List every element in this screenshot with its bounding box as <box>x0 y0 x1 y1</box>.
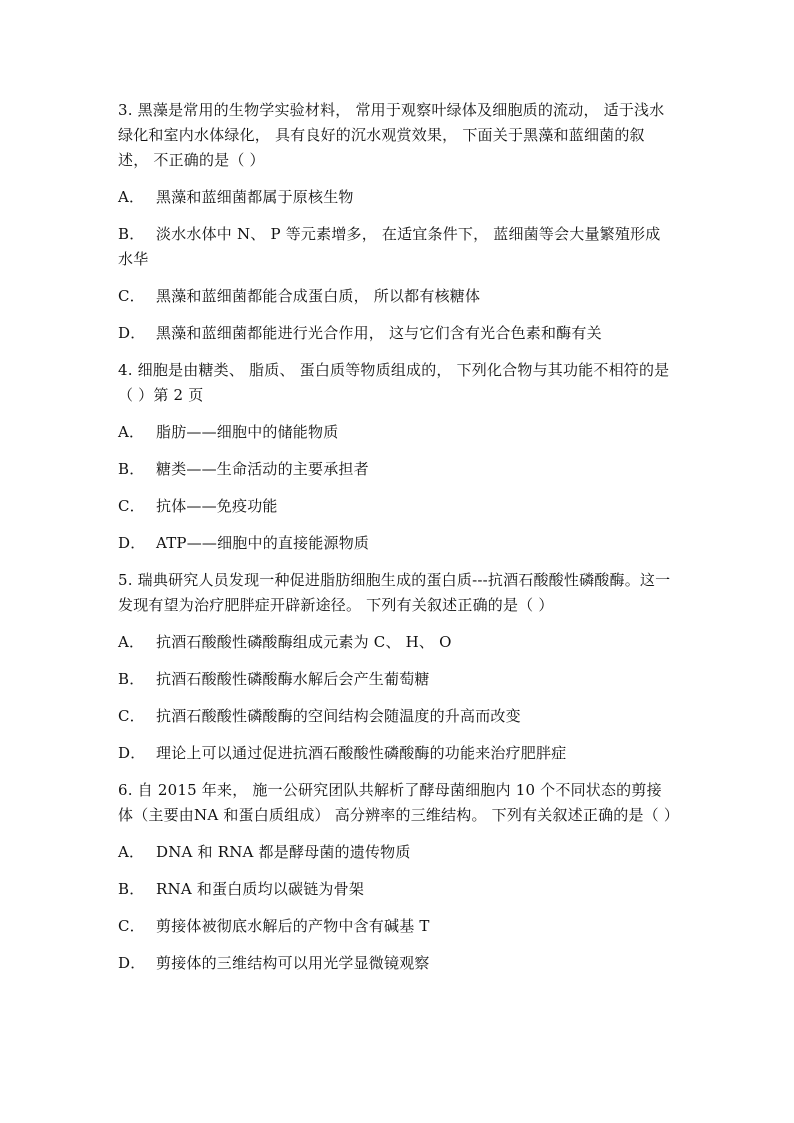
option-text: 抗酒石酸酸性磷酸酶组成元素为 C、 H、 O <box>156 633 452 651</box>
option-c <box>118 494 674 519</box>
option-letter: B． <box>118 225 145 243</box>
question-3 <box>118 98 674 346</box>
option-b <box>118 667 674 692</box>
option-text: RNA 和蛋白质均以碳链为骨架 <box>156 880 365 898</box>
option-text: ATP——细胞中的直接能源物质 <box>156 534 370 552</box>
option-text: 淡水水体中 N、 P 等元素增多， 在适宜条件下， 蓝细菌等会大量繁殖形成水华 <box>118 225 661 268</box>
question-stem: 5. 瑞典研究人员发现一种促进脂肪细胞生成的蛋白质---抗酒石酸酸性磷酸酶。这一发现有望为治疗肥胖症开辟新途径。 下列有关叙述正确的是（ ） <box>118 571 671 614</box>
option-text: 剪接体被彻底水解后的产物中含有碱基 T <box>156 917 430 935</box>
option-letter: C． <box>118 287 145 305</box>
question-5 <box>118 568 674 766</box>
option-letter: D． <box>118 534 146 552</box>
document-page <box>118 98 680 988</box>
option-c <box>118 704 674 729</box>
option-d <box>118 531 674 556</box>
option-letter: A． <box>118 843 145 861</box>
option-b <box>118 457 674 482</box>
option-a <box>118 630 674 655</box>
option-b <box>118 877 674 902</box>
option-letter: C． <box>118 707 145 725</box>
option-text: 黑藻和蓝细菌都能进行光合作用， 这与它们含有光合色素和酶有关 <box>156 324 602 342</box>
question-stem: 3. 黑藻是常用的生物学实验材料， 常用于观察叶绿体及细胞质的流动， 适于浅水绿化和室内水体绿化， 具有良好的沉水观赏效果， 下面关于黑藻和蓝细菌的叙述， 不正确的是（ ） <box>118 101 665 169</box>
question-6 <box>118 778 680 976</box>
option-b <box>118 222 674 272</box>
option-text: 黑藻和蓝细菌都属于原核生物 <box>156 188 354 206</box>
option-letter: B． <box>118 670 145 688</box>
option-c <box>118 914 674 939</box>
option-a <box>118 185 674 210</box>
option-text: 抗酒石酸酸性磷酸酶水解后会产生葡萄糖 <box>156 670 430 688</box>
option-a <box>118 840 674 865</box>
option-letter: B． <box>118 460 145 478</box>
option-letter: B． <box>118 880 145 898</box>
option-text: 糖类——生命活动的主要承担者 <box>156 460 369 478</box>
option-letter: A． <box>118 633 145 651</box>
option-letter: A． <box>118 188 145 206</box>
option-letter: D． <box>118 324 146 342</box>
option-text: 抗体——免疫功能 <box>156 497 278 515</box>
question-stem: 6. 自 2015 年来， 施一公研究团队共解析了酵母菌细胞内 10 个不同状态的剪接体（主要由NA 和蛋白质组成） 高分辨率的三维结构。 下列有关叙述正确的是（ ） <box>118 781 680 824</box>
option-letter: A． <box>118 423 145 441</box>
option-d <box>118 951 674 976</box>
option-text: 黑藻和蓝细菌都能合成蛋白质， 所以都有核糖体 <box>156 287 481 305</box>
option-letter: D． <box>118 744 146 762</box>
option-a <box>118 420 674 445</box>
option-text: 抗酒石酸酸性磷酸酶的空间结构会随温度的升高而改变 <box>156 707 521 725</box>
option-text: DNA 和 RNA 都是酵母菌的遗传物质 <box>156 843 411 861</box>
option-text: 理论上可以通过促进抗酒石酸酸性磷酸酶的功能来治疗肥胖症 <box>156 744 567 762</box>
option-letter: C． <box>118 917 145 935</box>
question-stem: 4. 细胞是由糖类、 脂质、 蛋白质等物质组成的， 下列化合物与其功能不相符的是（ ）第 2 页 <box>118 361 670 404</box>
option-text: 脂肪——细胞中的储能物质 <box>156 423 339 441</box>
option-c <box>118 284 674 309</box>
option-letter: D． <box>118 954 146 972</box>
option-d <box>118 321 674 346</box>
option-letter: C． <box>118 497 145 515</box>
option-d <box>118 741 674 766</box>
question-4 <box>118 358 674 556</box>
option-text: 剪接体的三维结构可以用光学显微镜观察 <box>156 954 430 972</box>
